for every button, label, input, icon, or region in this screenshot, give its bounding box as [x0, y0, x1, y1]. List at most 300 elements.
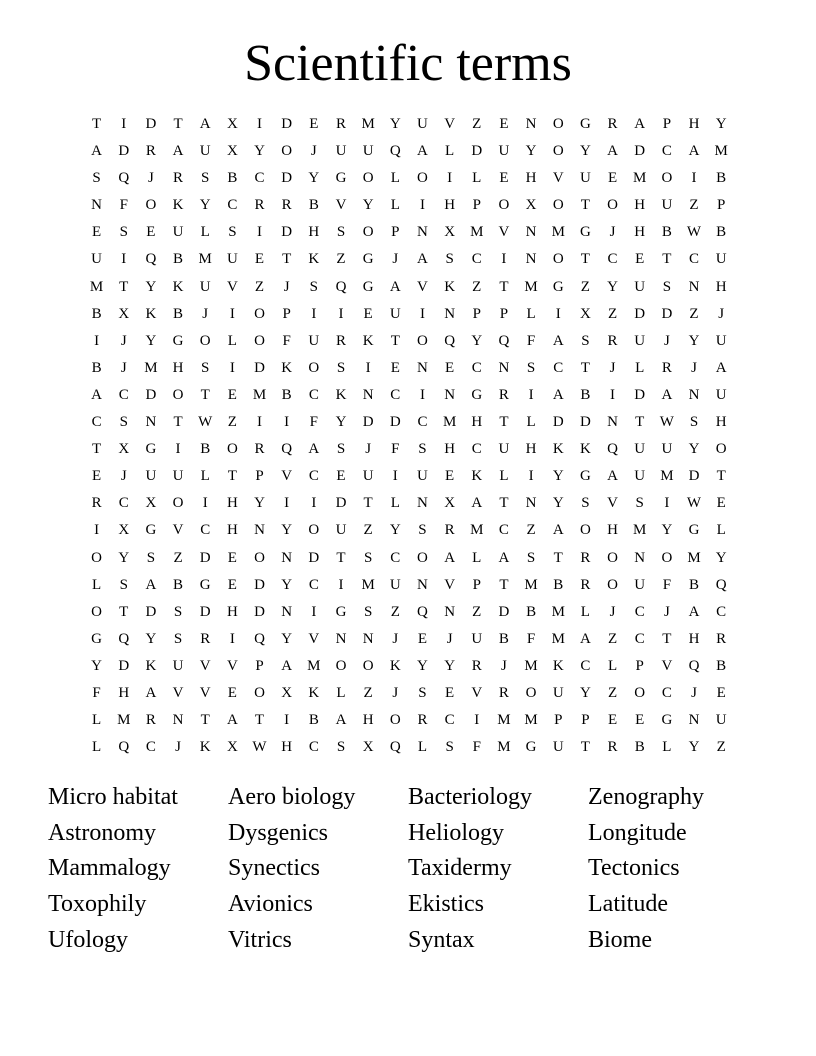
grid-letter: J — [392, 251, 399, 268]
grid-letter: L — [526, 414, 536, 431]
grid-letter: E — [716, 684, 726, 701]
grid-letter: I — [229, 359, 235, 376]
grid-letter: J — [392, 630, 399, 647]
grid-row — [83, 382, 735, 409]
grid-letter: J — [501, 657, 507, 674]
grid-letter: Y — [254, 495, 265, 512]
grid-letter: D — [118, 657, 130, 674]
grid-letter: F — [391, 441, 400, 458]
grid-letter: J — [609, 224, 616, 241]
grid-row — [83, 355, 735, 382]
grid-letter: S — [418, 684, 427, 701]
grid-letter: E — [309, 116, 319, 132]
grid-letter: K — [552, 657, 564, 674]
grid-letter: Y — [715, 116, 727, 132]
grid-letter: T — [336, 549, 346, 566]
grid-letter: Y — [607, 278, 618, 295]
grid-letter: Q — [444, 332, 456, 349]
grid-letter: F — [472, 739, 481, 756]
grid-letter: I — [528, 468, 534, 485]
grid-letter: H — [362, 712, 374, 729]
grid-letter: R — [607, 739, 618, 756]
grid-letter: L — [607, 657, 618, 674]
grid-letter: L — [336, 684, 346, 701]
grid-letter: R — [254, 441, 265, 458]
grid-letter: P — [472, 576, 481, 593]
grid-letter: R — [498, 386, 509, 403]
grid-letter: P — [499, 305, 509, 322]
grid-letter: A — [308, 441, 320, 458]
grid-letter: Y — [335, 414, 347, 431]
grid-letter: A — [389, 278, 401, 295]
grid-letter: X — [118, 522, 130, 539]
grid-letter: A — [552, 332, 564, 349]
grid-letter: Q — [254, 630, 265, 647]
grid-letter: K — [199, 739, 211, 756]
grid-letter: N — [688, 712, 700, 729]
grid-letter: C — [254, 170, 265, 187]
grid-row — [83, 165, 735, 192]
grid-letter: F — [119, 197, 128, 214]
grid-letter: S — [309, 278, 318, 295]
grid-letter: C — [471, 359, 482, 376]
grid-letter: F — [526, 332, 536, 349]
grid-letter: L — [472, 170, 482, 187]
grid-letter: O — [308, 522, 320, 539]
word-list-item: Biome — [588, 926, 652, 953]
grid-letter: O — [607, 549, 618, 566]
grid-letter: K — [281, 359, 293, 376]
grid-letter: M — [551, 224, 565, 241]
grid-letter: L — [635, 359, 645, 376]
grid-letter: P — [554, 712, 563, 729]
grid-letter: V — [661, 657, 673, 674]
grid-letter: K — [172, 197, 184, 214]
grid-letter: N — [417, 224, 428, 241]
grid-letter: J — [392, 684, 399, 701]
grid-letter: Z — [472, 116, 482, 132]
grid-letter: T — [499, 278, 509, 295]
grid-letter: N — [525, 495, 537, 512]
grid-letter: O — [362, 224, 374, 241]
grid-letter: Z — [173, 549, 183, 566]
grid-letter: O — [335, 657, 347, 674]
grid-letter: S — [363, 603, 373, 620]
grid-letter: R — [145, 712, 156, 729]
word-list-item: Tectonics — [588, 855, 680, 882]
grid-letter: D — [281, 170, 293, 187]
grid-letter: Z — [607, 305, 618, 322]
grid-letter: B — [281, 386, 292, 403]
grid-letter: K — [308, 684, 320, 701]
grid-letter: M — [470, 522, 484, 539]
grid-letter: S — [228, 224, 237, 241]
grid-letter: S — [336, 359, 346, 376]
grid-letter: U — [498, 143, 510, 160]
grid-letter: T — [91, 441, 102, 458]
grid-letter: H — [688, 116, 700, 132]
grid-letter: R — [444, 522, 455, 539]
grid-row — [83, 680, 735, 707]
grid-letter: T — [635, 414, 645, 431]
grid-letter: Q — [607, 441, 618, 458]
grid-letter: D — [254, 576, 265, 593]
grid-letter: R — [661, 359, 672, 376]
grid-letter: V — [172, 522, 184, 539]
grid-letter: P — [581, 712, 590, 729]
grid-letter: T — [716, 468, 726, 485]
grid-letter: Y — [308, 170, 320, 187]
grid-letter: M — [497, 739, 511, 756]
grid-letter: A — [281, 657, 293, 674]
grid-letter: R — [173, 170, 184, 187]
grid-letter: B — [580, 386, 591, 403]
grid-letter: V — [607, 495, 618, 512]
grid-letter: V — [552, 170, 564, 187]
grid-letter: J — [446, 630, 453, 647]
grid-letter: Y — [145, 332, 157, 349]
grid-letter: K — [579, 441, 591, 458]
grid-letter: Y — [444, 657, 456, 674]
grid-letter: R — [417, 712, 428, 729]
grid-letter: V — [199, 657, 211, 674]
grid-letter: X — [145, 495, 157, 512]
grid-letter: Y — [471, 332, 483, 349]
grid-letter: J — [202, 305, 209, 322]
grid-letter: T — [200, 386, 210, 403]
grid-letter: C — [308, 576, 319, 593]
grid-letter: U — [634, 576, 646, 593]
grid-letter: C — [227, 197, 238, 214]
grid-letter: Y — [118, 549, 130, 566]
grid-letter: H — [226, 522, 238, 539]
grid-letter: C — [118, 495, 129, 512]
grid-letter: O — [362, 170, 374, 187]
grid-letter: Q — [118, 170, 130, 187]
grid-letter: N — [444, 305, 456, 322]
grid-letter: N — [498, 359, 510, 376]
grid-letter: M — [144, 359, 158, 376]
grid-letter: O — [417, 170, 428, 187]
grid-letter: R — [335, 332, 346, 349]
grid-letter: N — [172, 712, 184, 729]
grid-letter: D — [688, 468, 700, 485]
grid-letter: B — [227, 170, 238, 187]
grid-letter: L — [580, 603, 590, 620]
grid-letter: D — [145, 116, 157, 132]
grid-letter: X — [226, 739, 238, 756]
grid-letter: T — [662, 630, 672, 647]
grid-letter: X — [525, 197, 537, 214]
grid-letter: E — [91, 468, 102, 485]
grid-letter: D — [634, 386, 646, 403]
grid-letter: T — [254, 712, 265, 729]
grid-letter: H — [281, 739, 293, 756]
grid-letter: Y — [281, 576, 293, 593]
grid-letter: C — [716, 603, 727, 620]
grid-letter: T — [553, 549, 563, 566]
grid-letter: H — [525, 441, 537, 458]
grid-letter: T — [390, 332, 400, 349]
grid-letter: V — [335, 197, 347, 214]
grid-letter: N — [281, 603, 293, 620]
grid-letter: Y — [199, 197, 211, 214]
grid-letter: J — [691, 359, 697, 376]
grid-letter: S — [526, 359, 536, 376]
grid-letter: J — [120, 332, 127, 349]
grid-letter: A — [335, 712, 347, 729]
grid-letter: A — [579, 630, 591, 647]
grid-letter: D — [145, 603, 157, 620]
grid-letter: E — [227, 386, 237, 403]
grid-letter: Z — [689, 305, 699, 322]
grid-letter: T — [173, 116, 183, 132]
grid-letter: C — [580, 657, 591, 674]
grid-letter: S — [581, 495, 590, 512]
grid-letter: G — [471, 386, 483, 403]
grid-letter: O — [172, 386, 184, 403]
grid-letter: N — [417, 495, 428, 512]
grid-letter: G — [661, 712, 673, 729]
grid-letter: A — [688, 603, 700, 620]
grid-letter: T — [499, 576, 509, 593]
grid-letter: Q — [498, 332, 510, 349]
grid-letter: C — [200, 522, 211, 539]
grid-letter: O — [607, 197, 618, 214]
grid-row — [83, 192, 735, 219]
grid-letter: A — [91, 143, 102, 160]
grid-letter: F — [662, 576, 672, 593]
grid-letter: Z — [363, 522, 373, 539]
grid-letter: T — [580, 359, 590, 376]
grid-letter: I — [257, 414, 263, 431]
grid-letter: A — [417, 143, 428, 160]
grid-letter: D — [552, 414, 564, 431]
grid-letter: N — [254, 522, 265, 539]
grid-letter: S — [119, 576, 128, 593]
grid-letter: P — [282, 305, 291, 322]
grid-letter: U — [715, 251, 727, 268]
grid-letter: K — [471, 468, 483, 485]
grid-letter: B — [716, 657, 727, 674]
grid-letter: N — [362, 386, 374, 403]
grid-letter: S — [119, 224, 128, 241]
grid-letter: B — [91, 359, 102, 376]
grid-letter: B — [498, 630, 509, 647]
grid-letter: I — [338, 305, 344, 322]
grid-letter: O — [417, 549, 428, 566]
grid-letter: Y — [579, 684, 591, 701]
grid-letter: O — [552, 251, 564, 268]
grid-letter: T — [580, 739, 590, 756]
word-list-item: Toxophily — [48, 891, 147, 918]
grid-letter: J — [120, 468, 127, 485]
grid-letter: S — [363, 549, 373, 566]
grid-letter: U — [661, 441, 673, 458]
grid-letter: Y — [715, 549, 727, 566]
grid-letter: X — [118, 305, 130, 322]
grid-letter: U — [172, 468, 184, 485]
grid-letter: V — [444, 576, 456, 593]
grid-letter: P — [472, 197, 481, 214]
grid-letter: C — [471, 441, 482, 458]
grid-letter: K — [362, 332, 374, 349]
grid-letter: S — [336, 739, 346, 756]
grid-row — [83, 626, 735, 653]
grid-letter: R — [471, 657, 482, 674]
grid-letter: H — [444, 441, 456, 458]
grid-letter: C — [91, 414, 102, 431]
grid-letter: A — [145, 576, 157, 593]
grid-letter: I — [419, 386, 425, 403]
grid-letter: O — [308, 359, 320, 376]
grid-letter: J — [663, 332, 670, 349]
grid-letter: S — [119, 414, 128, 431]
grid-letter: K — [172, 278, 184, 295]
grid-letter: F — [309, 414, 318, 431]
grid-letter: L — [662, 739, 672, 756]
grid-letter: C — [308, 386, 319, 403]
grid-row — [83, 545, 735, 572]
grid-letter: E — [390, 359, 400, 376]
grid-letter: G — [552, 278, 564, 295]
grid-letter: U — [145, 468, 157, 485]
grid-letter: J — [663, 603, 670, 620]
grid-letter: L — [499, 468, 509, 485]
grid-letter: U — [335, 522, 347, 539]
grid-letter: A — [199, 116, 211, 132]
grid-letter: Z — [336, 251, 346, 268]
grid-letter: Y — [145, 630, 157, 647]
grid-letter: P — [662, 116, 672, 132]
grid-letter: E — [227, 684, 237, 701]
grid-letter: A — [145, 684, 157, 701]
grid-letter: S — [173, 603, 183, 620]
grid-letter: L — [200, 468, 210, 485]
grid-letter: C — [661, 684, 672, 701]
grid-letter: H — [226, 603, 238, 620]
grid-letter: N — [417, 359, 428, 376]
grid-letter: V — [498, 224, 510, 241]
grid-letter: Y — [525, 143, 537, 160]
grid-letter: V — [444, 116, 456, 132]
grid-letter: T — [580, 197, 590, 214]
grid-letter: M — [470, 224, 484, 241]
grid-letter: Q — [417, 603, 428, 620]
grid-letter: H — [172, 359, 184, 376]
grid-letter: G — [145, 441, 157, 458]
grid-letter: J — [609, 359, 616, 376]
grid-letter: H — [226, 495, 238, 512]
grid-letter: B — [173, 305, 184, 322]
grid-row — [83, 301, 735, 328]
grid-letter: I — [419, 305, 425, 322]
grid-letter: G — [335, 170, 347, 187]
word-list-item: Mammalogy — [48, 855, 171, 882]
grid-letter: I — [284, 712, 290, 729]
grid-letter: O — [226, 441, 238, 458]
grid-letter: Q — [389, 739, 401, 756]
grid-letter: Z — [254, 278, 265, 295]
grid-letter: M — [361, 576, 375, 593]
grid-letter: C — [118, 386, 129, 403]
grid-row — [83, 219, 735, 246]
word-list-item: Bacteriology — [408, 784, 532, 810]
grid-letter: X — [579, 305, 591, 322]
grid-letter: T — [580, 251, 590, 268]
grid-letter: S — [146, 549, 156, 566]
grid-letter: J — [310, 143, 317, 160]
grid-letter: A — [444, 549, 456, 566]
grid-letter: Z — [580, 278, 590, 295]
grid-letter: C — [390, 386, 401, 403]
grid-letter: U — [634, 278, 646, 295]
grid-letter: U — [172, 224, 184, 241]
grid-letter: P — [472, 305, 481, 322]
grid-letter: M — [551, 603, 565, 620]
grid-letter: G — [91, 630, 102, 647]
grid-letter: P — [255, 468, 264, 485]
grid-letter: L — [227, 332, 237, 349]
grid-letter: A — [634, 116, 646, 132]
grid-letter: X — [226, 143, 238, 160]
grid-letter: O — [281, 143, 293, 160]
grid-letter: E — [635, 251, 645, 268]
grid-letter: C — [308, 468, 319, 485]
grid-letter: S — [418, 522, 427, 539]
grid-letter: K — [308, 251, 320, 268]
word-list-item: Avionics — [228, 891, 313, 918]
grid-letter: M — [117, 712, 131, 729]
grid-letter: I — [528, 386, 534, 403]
grid-letter: I — [474, 712, 480, 729]
grid-letter: S — [336, 441, 346, 458]
word-list-item: Vitrics — [228, 926, 292, 953]
grid-letter: Y — [389, 522, 401, 539]
grid-letter: P — [717, 197, 726, 214]
grid-letter: Y — [552, 495, 564, 512]
grid-letter: Z — [607, 684, 618, 701]
grid-letter: S — [581, 332, 590, 349]
grid-letter: Z — [526, 522, 536, 539]
grid-letter: T — [363, 495, 373, 512]
grid-letter: Q — [688, 657, 700, 674]
grid-letter: O — [634, 684, 646, 701]
grid-letter: S — [201, 170, 210, 187]
word-list-item: Ekistics — [408, 891, 484, 918]
grid-letter: U — [199, 143, 211, 160]
grid-letter: G — [579, 468, 591, 485]
grid-letter: N — [688, 386, 700, 403]
grid-letter: H — [444, 197, 456, 214]
grid-letter: E — [336, 468, 346, 485]
grid-letter: D — [335, 495, 347, 512]
grid-letter: O — [389, 712, 401, 729]
grid-letter: F — [526, 630, 536, 647]
word-list-item: Latitude — [588, 891, 668, 918]
grid-letter: N — [362, 630, 374, 647]
grid-letter: V — [226, 278, 238, 295]
grid-letter: M — [361, 116, 375, 132]
grid-letter: E — [445, 468, 455, 485]
grid-row — [83, 328, 735, 355]
grid-letter: Y — [661, 522, 673, 539]
grid-letter: I — [311, 603, 317, 620]
grid-letter: D — [254, 359, 265, 376]
grid-letter: D — [634, 143, 646, 160]
grid-letter: E — [227, 549, 237, 566]
grid-letter: U — [715, 712, 727, 729]
